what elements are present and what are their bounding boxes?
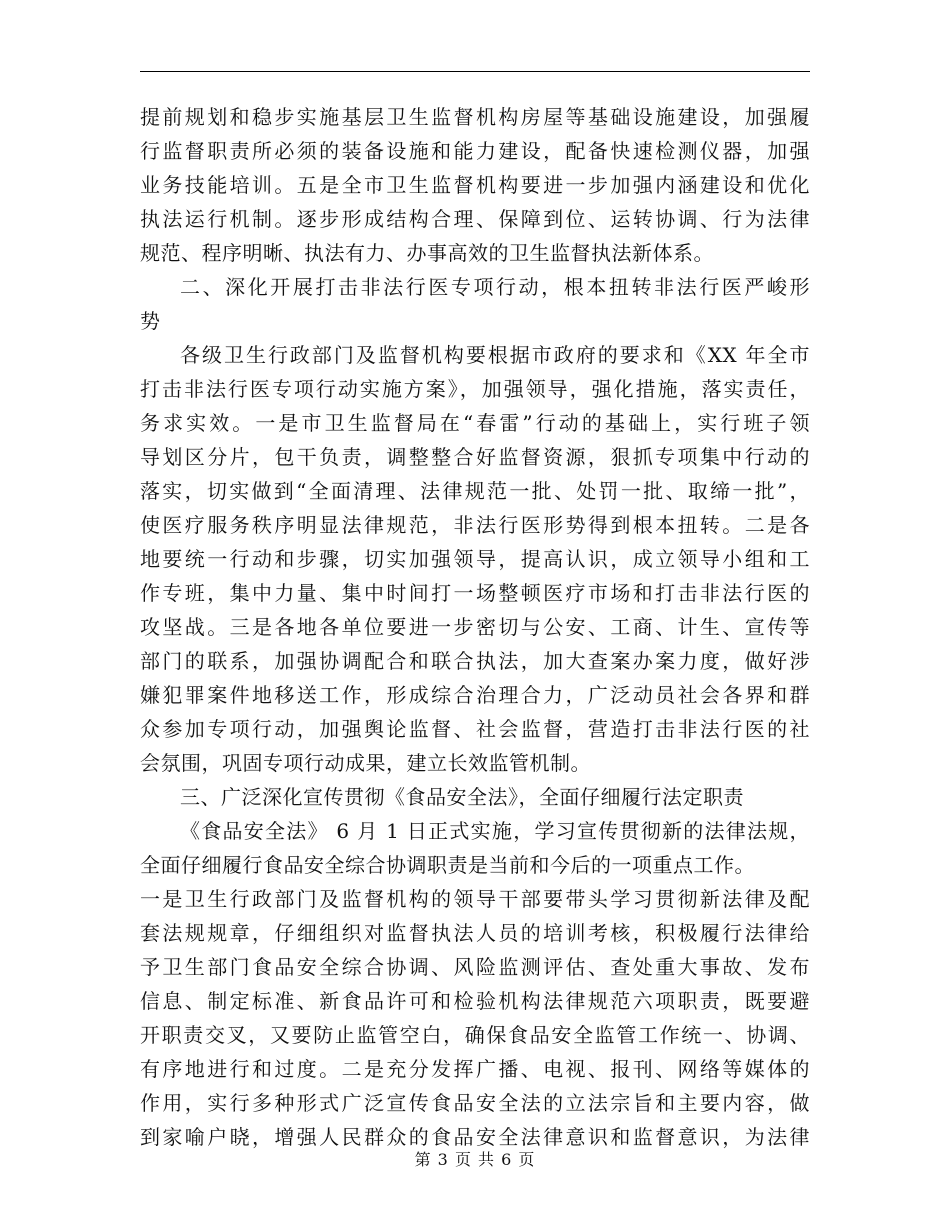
text-line: 全面仔细履行食品安全综合协调职责是当前和今后的一项重点工作。	[140, 853, 755, 877]
text-line: 提前规划和稳步实施基层卫生监督机构房屋等基础设施建设，加强履	[140, 105, 810, 129]
text-line: 一是卫生行政部门及监督机构的领导干部要带头学习贯彻新法律及配	[140, 887, 810, 911]
header-rule	[140, 71, 810, 72]
page-number-footer: 第 3 页 共 6 页	[414, 1150, 536, 1169]
text-line: 作用，实行多种形式广泛宣传食品安全法的立法宗旨和主要内容，做	[140, 1091, 810, 1115]
text-line: 信息、制定标准、新食品许可和检验机构法律规范六项职责，既要避	[140, 989, 810, 1013]
text-line: 务求实效。一是市卫生监督局在“春雷”行动的基础上，实行班子领	[140, 411, 810, 435]
section-heading-continued: 势	[140, 309, 161, 333]
text-line: 打击非法行医专项行动实施方案》，加强领导，强化措施，落实责任，	[140, 377, 810, 401]
body-text	[140, 100, 810, 1154]
text-line: 地要统一行动和步骤，切实加强领导，提高认识，成立领导小组和工	[140, 547, 810, 571]
text-line: 开职责交叉，又要防止监管空白，确保食品安全监管工作统一、协调、	[140, 1023, 810, 1047]
text-line: 规范、程序明晰、执法有力、办事高效的卫生监督执法新体系。	[140, 241, 714, 265]
text-line: 作专班，集中力量、集中时间打一场整顿医疗市场和打击非法行医的	[140, 581, 810, 605]
text-line: 部门的联系，加强协调配合和联合执法，加大查案办案力度，做好涉	[140, 649, 810, 673]
text-line: 众参加专项行动，加强舆论监督、社会监督，营造打击非法行医的社	[140, 717, 810, 741]
text-line: 导划区分片，包干负责，调整整合好监督资源，狠抓专项集中行动的	[140, 445, 810, 469]
text-line: 予卫生部门食品安全综合协调、风险监测评估、查处重大事故、发布	[140, 955, 810, 979]
text-line: 到家喻户晓，增强人民群众的食品安全法律意识和监督意识，为法律	[140, 1125, 810, 1149]
section-heading: 三、广泛深化宣传贯彻《食品安全法》，全面仔细履行法定职责	[180, 785, 744, 809]
text-line: 业务技能培训。五是全市卫生监督机构要进一步加强内涵建设和优化	[140, 173, 810, 197]
text-line: 执法运行机制。逐步形成结构合理、保障到位、运转协调、行为法律	[140, 207, 810, 231]
text-line: 套法规规章，仔细组织对监督执法人员的培训考核，积极履行法律给	[140, 921, 810, 945]
section-heading: 二、深化开展打击非法行医专项行动，根本扭转非法行医严峻形	[180, 275, 810, 299]
text-line: 落实，切实做到“全面清理、法律规范一批、处罚一批、取缔一批”，	[140, 479, 810, 503]
text-line: 会氛围，巩固专项行动成果，建立长效监管机制。	[140, 751, 591, 775]
text-line: 使医疗服务秩序明显法律规范，非法行医形势得到根本扭转。二是各	[140, 513, 810, 537]
text-line: 攻坚战。三是各地各单位要进一步密切与公安、工商、计生、宣传等	[140, 615, 810, 639]
text-line: 行监督职责所必须的装备设施和能力建设，配备快速检测仪器，加强	[140, 139, 810, 163]
text-line: 有序地进行和过度。二是充分发挥广播、电视、报刊、网络等媒体的	[140, 1057, 810, 1081]
text-line: 各级卫生行政部门及监督机构要根据市政府的要求和《XX 年全市	[180, 343, 810, 367]
text-line: 嫌犯罪案件地移送工作，形成综合治理合力，广泛动员社会各界和群	[140, 683, 810, 707]
text-line: 《食品安全法》 6 月 1 日正式实施，学习宣传贯彻新的法律法规，	[180, 819, 810, 843]
